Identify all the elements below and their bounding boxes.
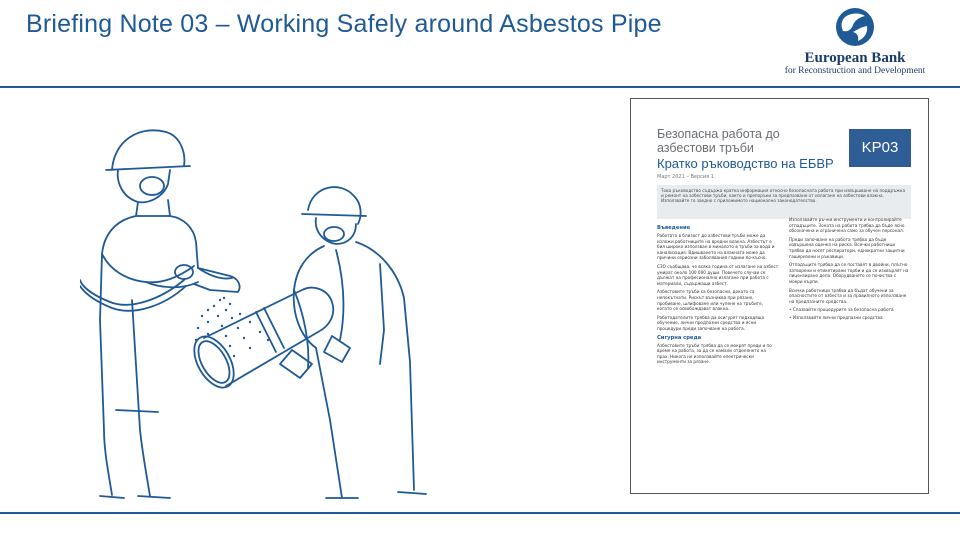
- document-heading: [657, 127, 837, 180]
- body-paragraph: Преди започване на работа трябва да бъде извършена оценка на риска. Всички работници трябва да носят респиратори, еднократни защитни гащеризони и ръкавици.: [789, 236, 905, 259]
- document-summary: Това ръководство съдържа кратка информация относно безопасната работа при извършване на поддръжка и ремонт на азбестови тръби, както и препоръки за предпазване от излагане на азбестови влакна. Използвайте го заедно с приложимото национално законодателство.: [657, 185, 911, 219]
- briefing-note-document: [630, 98, 929, 494]
- body-paragraph: Азбестовите тръби са безопасни, докато са непокътнати. Рискът възниква при рязане, пробиване, шлифоване или чупене на тръбите, когато се освобождават влакна.: [657, 289, 764, 312]
- document-right-column: [789, 217, 911, 489]
- safe-heading: Сигурна среда: [657, 334, 702, 341]
- body-paragraph: Работодателите трябва да осигурят подходящо обучение, лични предпазни средства и ясни процедури преди започване на работа.: [657, 314, 765, 331]
- document-title: Безопасна работа до азбестови тръби: [657, 127, 780, 155]
- list-item: • Спазвайте процедурите за безопасна работа: [789, 307, 911, 313]
- ebrd-globe-icon: [797, 6, 913, 48]
- logo-name: European Bank: [804, 50, 906, 66]
- intro-text: Работата в близост до азбестови тръби може да изложи работниците на вредни влакна. Азбестът е бил широко използван в миналото в тръби за вода и канализация. Вдишването на влакната може да причини сериозни заболявания години по-късно.: [657, 233, 775, 261]
- footer-divider: [0, 512, 960, 514]
- slide-title: Briefing Note 03 – Working Safely around Asbestos Pipe: [26, 10, 662, 38]
- bullet-list: [789, 307, 911, 320]
- list-item: • Използвайте лични предпазни средства: [789, 315, 911, 321]
- safe-text: Азбестовите тръби трябва да се мокрят преди и по време на работа, за да се намали отделянето на прах. Никога не използвайте електрически инструменти за рязане.: [657, 342, 772, 365]
- body-paragraph: Всички работници трябва да бъдат обучени за опасностите от азбеста и за правилното използване на предпазните средства.: [789, 287, 907, 304]
- document-body: [657, 217, 911, 494]
- ebrd-logo: [755, 6, 955, 78]
- document-code-badge: KP03: [849, 129, 911, 167]
- workers-cutting-asbestos-pipe-illustration: [80, 100, 500, 510]
- body-paragraph: Отпадъците трябва да се поставят в двойни, плътно затворени и етикетирани торби и да се изхвърлят на лицензирано депо. Оборудването се почиства с мокри кърпи.: [789, 262, 909, 284]
- document-left-column: [657, 223, 779, 494]
- document-date: Март 2021 – Версия 1: [657, 174, 714, 180]
- title-divider: [0, 86, 960, 88]
- intro-heading: Въведение: [657, 225, 691, 231]
- logo-tagline: for Reconstruction and Development: [784, 66, 926, 76]
- body-paragraph: СЗО съобщава, че всяка година от излагане на азбест умират около 100 000 души. Повечето случаи се дължат на професионално излагане при работа с материали, съдържащи азбест.: [657, 263, 779, 286]
- body-paragraph: Използвайте ръчни инструменти и контролирайте отпадъците. Зоната на работа трябва да бъде ясно обозначена и ограничена само за обучен персонал.: [789, 217, 905, 234]
- document-subtitle: Кратко ръководство на ЕБВР: [657, 156, 834, 171]
